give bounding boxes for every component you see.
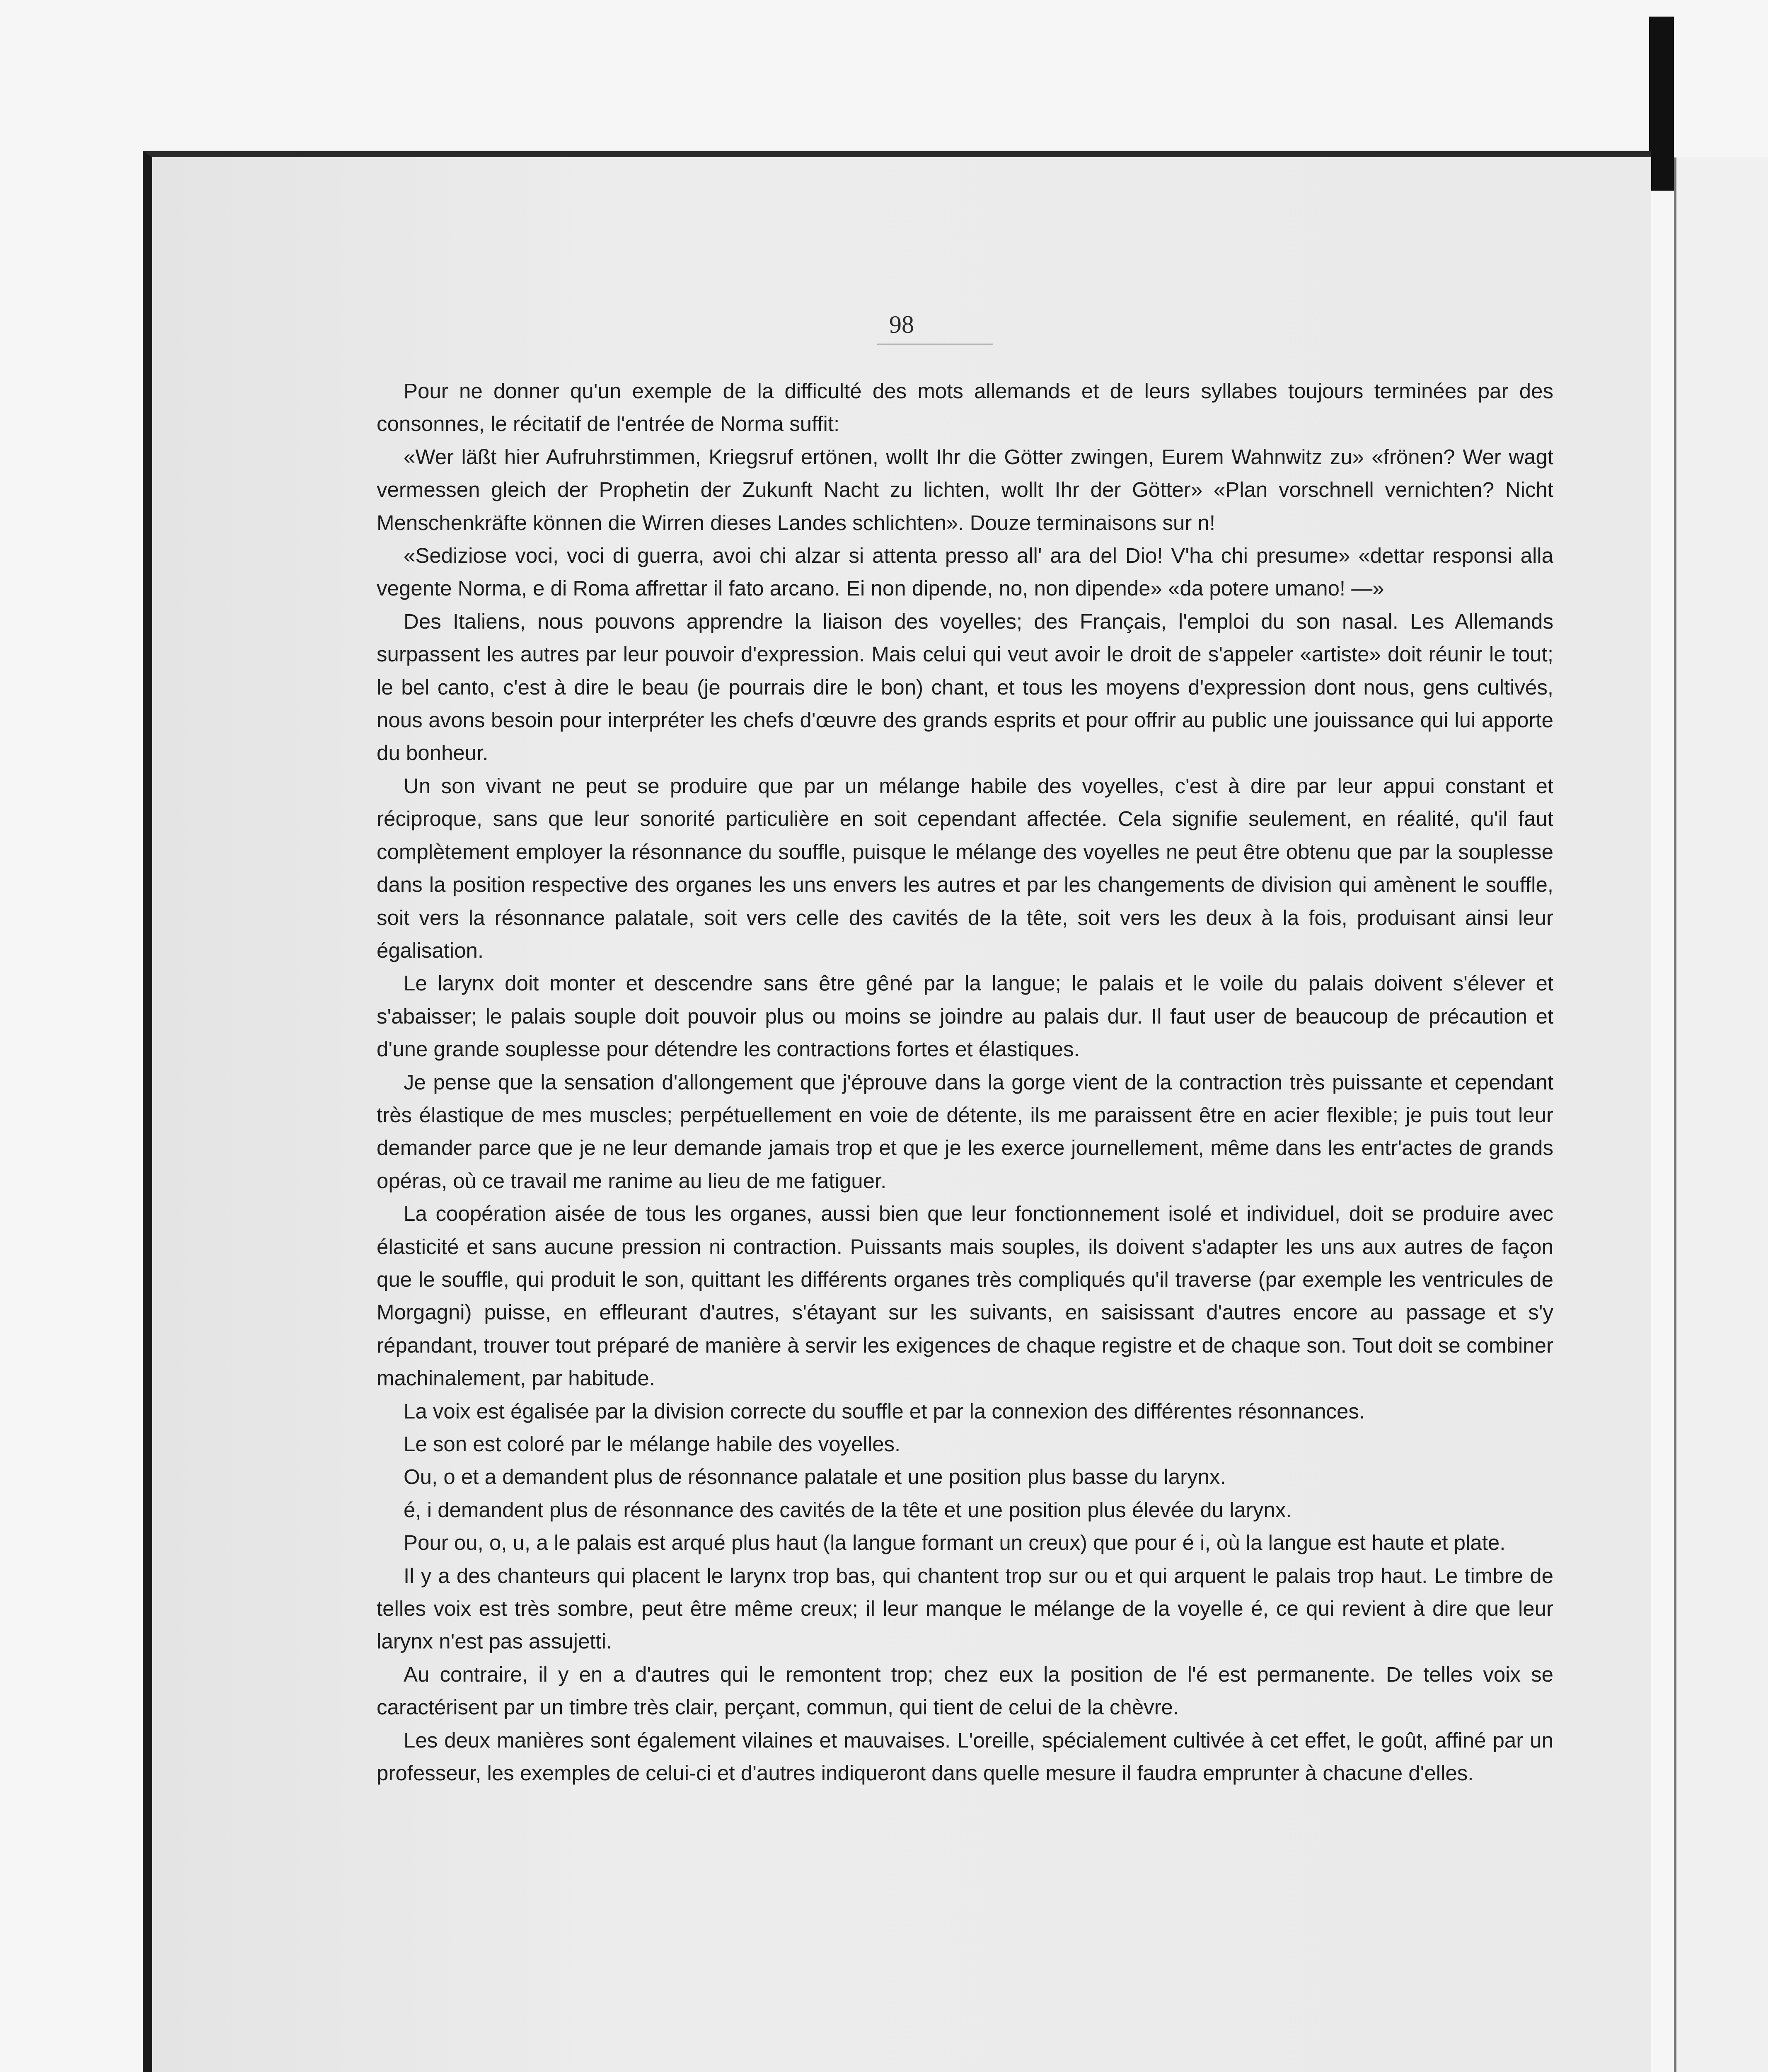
paragraph: Un son vivant ne peut se produire que par un mélange habile des voyelles, c'est à dire par leur appui constant et réciproque, sans que leur sonorité particulière en soit cependant affectée. Cela signifie seulement, en réalité, qu'il faut complètement employer la résonnance du souffle, puisque le mélange des voyelles ne peut être obtenu que par la souplesse dans la position respective des organes les uns envers les autres et par les changements de division qui amènent le souffle, soit vers la résonnance palatale, soit vers celle des cavités de la tête, soit vers les deux à la fois, produisant ainsi leur égalisation. (377, 774, 1553, 962)
paragraph: Le larynx doit monter et descendre sans être gêné par la langue; le palais et le voile du palais doivent s'élever et s'abaisser; le palais souple doit pouvoir plus ou moins se joindre au palais dur. Il faut user de beaucoup de précaution et d'une grande souplesse pour détendre les contractions fortes et élastiques. (377, 971, 1553, 1061)
paragraph: Le son est coloré par le mélange habile des voyelles. (404, 1432, 901, 1456)
binding-spine-top (1649, 17, 1674, 191)
paragraph-quote-german: «Wer läßt hier Aufruhrstimmen, Kriegsruf ertönen, wollt Ihr die Götter zwingen, Eurem Wahnwitz zu» «frönen? Wer wagt vermessen gleich der Prophetin der Zukunft Nacht zu lichten, wollt Ihr der Götter» «Plan vorschnell vernichten? Nicht Menschenkräfte können die Wirren dieses Landes schlichten». Douze terminaisons sur n! (377, 445, 1553, 535)
paragraph: Les deux manières sont également vilaines et mauvaises. L'oreille, spécialement cultivée à cet effet, le goût, affiné par un professeur, les exemples de celui-ci et d'autres indiqueront dans quelle mesure il faudra emprunter à chacune d'elles. (377, 1728, 1553, 1785)
adjacent-page-edge (1674, 157, 1768, 2072)
paragraph: La coopération aisée de tous les organes, aussi bien que leur fonctionnement isolé et individuel, doit se produire avec élasticité et sans aucune pression ni contraction. Puissants mais souples, ils doivent s'adapter les uns aux autres de façon que le souffle, qui produit le son, quittant les différents organes très compliqués qu'il traverse (par exemple les ventricules de Morgagni) puisse, en effleurant d'autres, s'étayant sur les suivants, en saisissant d'autres encore au passage et s'y répandant, trouver tout préparé de manière à servir les exigences de chaque registre et de chaque son. Tout doit se combiner machinalement, par habitude. (377, 1202, 1553, 1390)
paragraph: é, i demandent plus de résonnance des cavités de la tête et une position plus élevée du larynx. (404, 1498, 1292, 1522)
paragraph-quote-italian: «Sediziose voci, voci di guerra, avoi chi alzar si attenta presso all' ara del Dio! V'ha chi presume» «dettar responsi alla vegente Norma, e di Roma affrettar il fato arcano. Ei non dipende, no, non dipende» «da potere umano! —» (377, 544, 1553, 600)
book-page (143, 151, 1651, 2072)
paragraph: La voix est égalisée par la division correcte du souffle et par la connexion des différentes résonnances. (404, 1399, 1365, 1423)
paragraph: Au contraire, il y en a d'autres qui le remontent trop; chez eux la position de l'é est permanente. De telles voix se caractérisent par un timbre très clair, perçant, commun, qui tient de celui de la chèvre. (377, 1662, 1553, 1719)
paragraph: Ou, o et a demandent plus de résonnance palatale et une position plus basse du larynx. (404, 1465, 1226, 1489)
page-number-rule (877, 344, 993, 345)
paragraph: Il y a des chanteurs qui placent le larynx trop bas, qui chantent trop sur ou et qui arquent le palais trop haut. Le timbre de telles voix est très sombre, peut être même creux; il leur manque le mélange de la voyelle é, ce qui revient à dire que leur larynx n'est pas assujetti. (377, 1564, 1553, 1653)
paragraph: Pour ne donner qu'un exemple de la difficulté des mots allemands et de leurs syllabes toujours terminées par des consonnes, le récitatif de l'entrée de Norma suffit: (377, 379, 1553, 436)
paragraph: Pour ou, o, u, a le palais est arqué plus haut (la langue formant un creux) que pour é i, où la langue est haute et plate. (404, 1531, 1506, 1555)
body-text (377, 375, 1553, 1789)
paragraph: Je pense que la sensation d'allongement que j'éprouve dans la gorge vient de la contraction très puissante et cependant très élastique de mes muscles; perpétuellement en voie de détente, ils me paraissent être en acier flexible; je puis tout leur demander parce que je ne leur demande jamais trop et que je les exerce journellement, même dans les entr'actes de grands opéras, où ce travail me ranime au lieu de me fatiguer. (377, 1070, 1553, 1193)
page-number: 98 (889, 311, 914, 338)
paragraph: Des Italiens, nous pouvons apprendre la liaison des voyelles; des Français, l'emploi du son nasal. Les Allemands surpassent les autres par leur pouvoir d'expression. Mais celui qui veut avoir le droit de s'appeler «artiste» doit réunir le tout; le bel canto, c'est à dire le beau (je pourrais dire le bon) chant, et tous les moyens d'expression dont nous, gens cultivés, nous avons besoin pour interpréter les chefs d'œuvre des grands esprits et pour offrir au public une jouissance qui lui apporte du bonheur. (377, 609, 1553, 765)
